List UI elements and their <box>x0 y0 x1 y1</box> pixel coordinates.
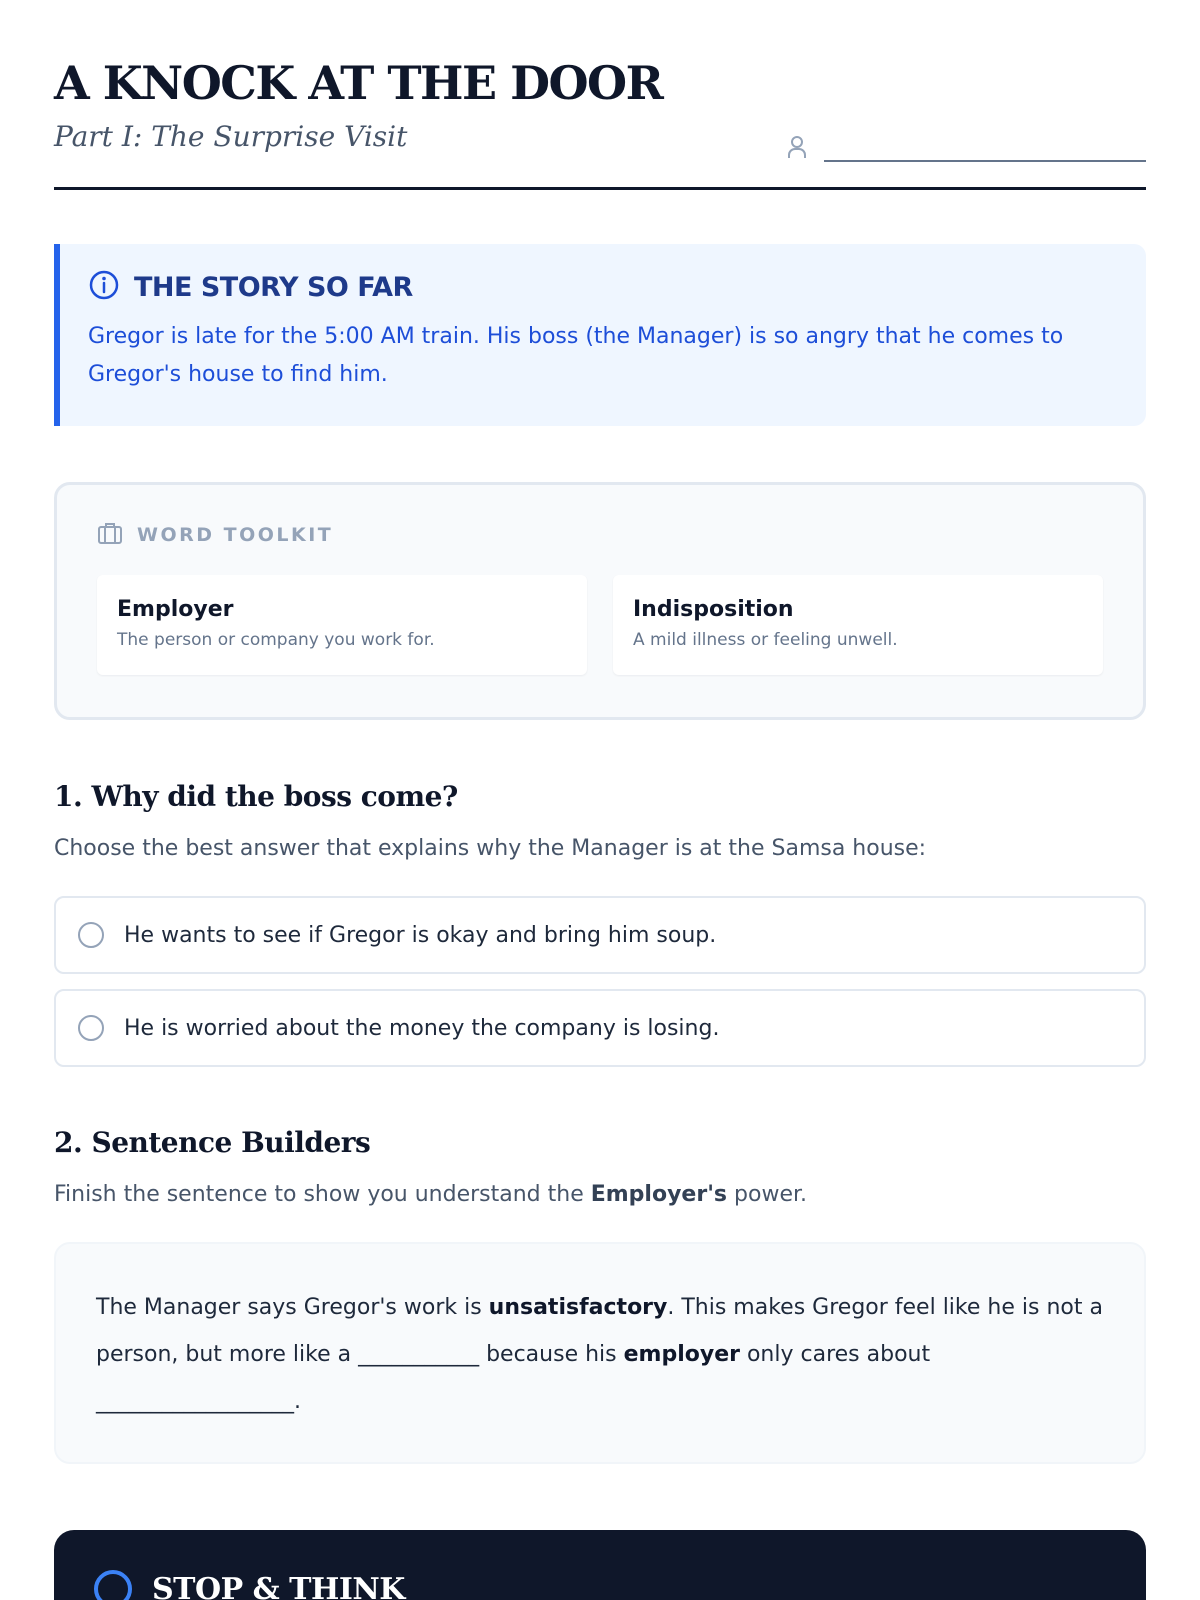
fill-in-blank-1[interactable]: ___________ <box>358 1342 480 1367</box>
sentence-text: only cares about <box>739 1342 931 1367</box>
answer-option-1[interactable] <box>54 896 1146 974</box>
prompt-text: Finish the sentence to show you understand the <box>54 1182 591 1207</box>
stop-think-header <box>94 1570 1106 1600</box>
page-subtitle: Part I: The Surprise Visit <box>54 120 408 153</box>
sentence-builder-box <box>54 1242 1146 1464</box>
stop-think-box <box>54 1530 1146 1600</box>
sentence-builder-text <box>96 1284 1104 1425</box>
word-toolkit <box>54 482 1146 720</box>
story-title: THE STORY SO FAR <box>134 271 413 303</box>
student-name-field[interactable] <box>786 132 1146 162</box>
sentence-text: because his <box>479 1342 624 1367</box>
sentence-keyword: unsatisfactory <box>488 1295 668 1320</box>
worksheet-header <box>54 0 1146 190</box>
word-definition: The person or company you work for. <box>117 630 435 650</box>
toolkit-title: WORD TOOLKIT <box>137 524 334 546</box>
name-input-line[interactable] <box>824 160 1146 162</box>
prompt-keyword: Employer's <box>590 1182 728 1207</box>
sentence-text: . This makes Gregor feel like he is not a person, but more like a <box>96 1295 1103 1367</box>
word-term: Employer <box>117 597 234 622</box>
radio-button[interactable] <box>78 922 104 948</box>
circle-icon <box>94 1570 132 1600</box>
question2-title: 2. Sentence Builders <box>54 1126 371 1159</box>
answer-option-label: He wants to see if Gregor is okay and bring him soup. <box>124 922 717 948</box>
user-icon <box>786 134 808 160</box>
sentence-text: . <box>294 1389 301 1414</box>
word-card-list <box>97 575 1103 675</box>
story-so-far-box <box>54 244 1146 426</box>
prompt-text: power. <box>727 1182 807 1207</box>
toolbox-icon <box>97 521 123 549</box>
question2-prompt <box>54 1182 807 1207</box>
question1-title: 1. Why did the boss come? <box>54 780 458 813</box>
info-icon <box>88 269 120 305</box>
sentence-text: The Manager says Gregor's work is <box>96 1295 489 1320</box>
fill-in-blank-2[interactable]: __________________ <box>96 1389 294 1414</box>
answer-option-label: He is worried about the money the company is losing. <box>124 1015 720 1041</box>
stop-think-title: STOP & THINK <box>152 1571 405 1600</box>
answer-option-2[interactable] <box>54 989 1146 1067</box>
page-title: A KNOCK AT THE DOOR <box>54 56 663 110</box>
story-text: Gregor is late for the 5:00 AM train. His boss (the Manager) is so angry that he comes to Gregor's house to find him. <box>88 324 1064 387</box>
question1-prompt: Choose the best answer that explains why the Manager is at the Samsa house: <box>54 836 927 861</box>
word-card <box>613 575 1103 675</box>
word-definition: A mild illness or feeling unwell. <box>633 630 898 650</box>
radio-button[interactable] <box>78 1015 104 1041</box>
story-header <box>88 270 1118 304</box>
toolkit-header <box>97 521 1103 549</box>
word-term: Indisposition <box>633 597 794 622</box>
sentence-keyword: employer <box>623 1342 740 1367</box>
word-card <box>97 575 587 675</box>
